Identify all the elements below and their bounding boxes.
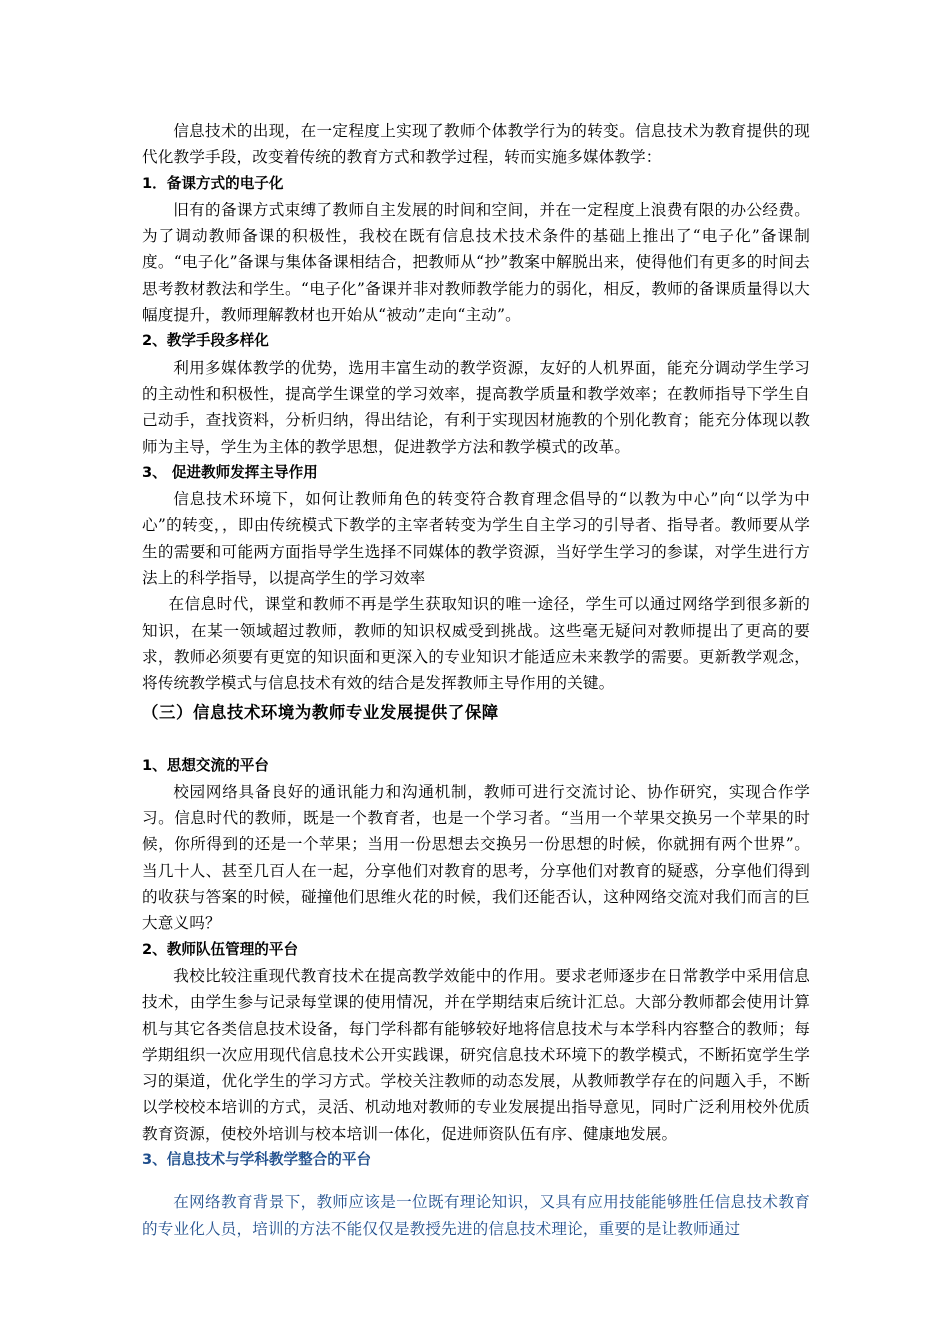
blank-line-small [142,1173,810,1189]
section-3-item-1-heading: 1、思想交流的平台 [142,756,269,774]
section-3-item-3-body: 在网络教育背景下，教师应该是一位既有理论知识，又具有应用技能能够胜任信息技术教育的专业化人员，培训的方法不能仅仅是教授先进的信息技术理论，重要的是让教师通过 [142,1193,810,1238]
item-1-heading: 1．备课方式的电子化 [142,174,284,192]
section-3-title: （三）信息技术环境为教师专业发展提供了保障 [142,702,499,722]
document-page [142,118,810,1242]
item-1-body: 旧有的备课方式束缚了教师自主发展的时间和空间，并在一定程度上浪费有限的办公经费。为了调动教师备课的积极性，我校在既有信息技术技术条件的基础上推出了“电子化”备课制度。“电子化”备课与集体备课相结合，把教师从“抄”教案中解脱出来，使得他们有更多的时间去思考教材教法和学生。“电子化”备课并非对教师教学能力的弱化，相反，教师的备课质量得以大幅度提升，教师理解教材也开始从“被动”走向“主动”。 [142,200,810,325]
item-3-body-continued: 在信息时代，课堂和教师不再是学生获取知识的唯一途径，学生可以通过网络学到很多新的知识，在某一领域超过教师，教师的知识权威受到挑战。这些毫无疑问对教师提出了更高的要求，教师必须要有更宽的知识面和更深入的专业知识才能适应未来教学的需要。更新教学观念，将传统教学模式与信息技术有效的结合是发挥教师主导作用的关键。 [142,595,810,693]
blank-line [142,727,810,753]
section-3-item-1-body: 校园网络具备良好的通讯能力和沟通机制，教师可进行交流讨论、协作研究，实现合作学习。信息时代的教师，既是一个教育者，也是一个学习者。“当用一个苹果交换另一个苹果的时候，你所得到的还是一个苹果；当用一份思想去交换另一份思想的时候，你就拥有两个世界”。当几十人、甚至几百人在一起，分享他们对教育的思考，分享他们对教育的疑惑，分享他们得到的收获与答案的时候，碰撞他们思维火花的时候，我们还能否认，这种网络交流对我们而言的巨大意义吗？ [142,782,810,933]
item-2-heading: 2、教学手段多样化 [142,332,269,350]
item-3-heading: 3、 促进教师发挥主导作用 [142,463,318,481]
item-3-body: 信息技术环境下，如何让教师角色的转变符合教育理念倡导的“以教为中心”向“以学为中心”的转变，，即由传统模式下教学的主宰者转变为学生自主学习的引导者、指导者。教师要从学生的需要和可能两方面指导学生选择不同媒体的教学资源，当好学生学习的参谋，对学生进行方法上的科学指导，以提高学生的学习效率 [142,490,810,588]
section-3-item-2-heading: 2、教师队伍管理的平台 [142,940,299,958]
item-2-body: 利用多媒体教学的优势，选用丰富生动的教学资源，友好的人机界面，能充分调动学生学习的主动性和积极性，提高学生课堂的学习效率，提高教学质量和教学效率；在教师指导下学生自己动手，查找资料，分析归纳，得出结论，有利于实现因材施教的个别化教育；能充分体现以教师为主导，学生为主体的教学思想，促进教学方法和教学模式的改革。 [142,358,810,456]
section-3-item-2-body: 我校比较注重现代教育技术在提高教学效能中的作用。要求老师逐步在日常教学中采用信息技术，由学生参与记录每堂课的使用情况，并在学期结束后统计汇总。大部分教师都会使用计算机与其它各类信息技术设备，每门学科都有能够较好地将信息技术与本学科内容整合的教师；每学期组织一次应用现代信息技术公开实践课，研究信息技术环境下的教学模式，不断拓宽学生学习的渠道，优化学生的学习方式。学校关注教师的动态发展，从教师教学存在的问题入手，不断以学校校本培训的方式，灵活、机动地对教师的专业发展提出指导意见，同时广泛利用校外优质教育资源，使校外培训与校本培训一体化，促进师资队伍有序、健康地发展。 [142,966,810,1143]
section-3-item-3-heading: 3、信息技术与学科教学整合的平台 [142,1150,372,1168]
intro-paragraph: 信息技术的出现，在一定程度上实现了教师个体教学行为的转变。信息技术为教育提供的现代化教学手段，改变着传统的教育方式和教学过程，转而实施多媒体教学： [142,122,810,167]
